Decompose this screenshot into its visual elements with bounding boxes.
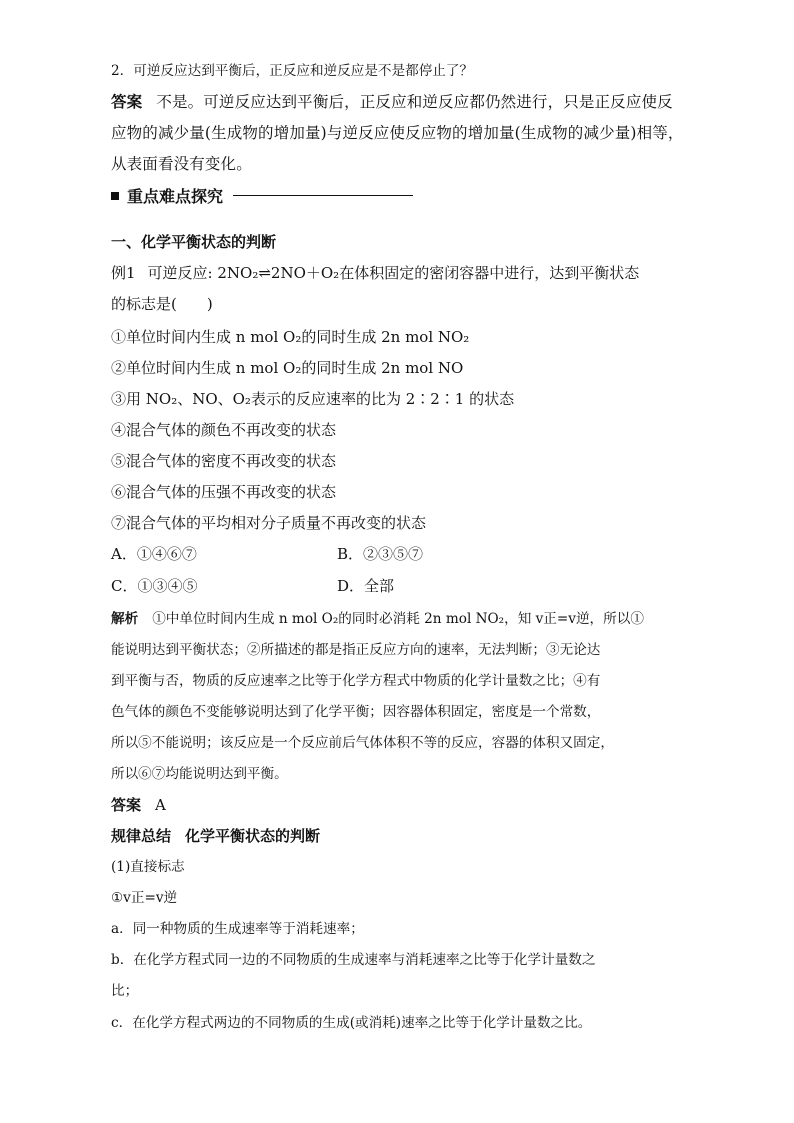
question-2: 2．可逆反应达到平衡后，正反应和逆反应是不是都停止了？ — [111, 63, 474, 79]
example-item-5: ⑤混合气体的密度不再改变的状态 — [111, 452, 337, 470]
summary-title: 化学平衡状态的判断 — [185, 827, 321, 845]
answer-2-label: 答案 — [111, 796, 142, 814]
summary-item1: ①v正=v逆 — [111, 890, 178, 906]
summary-label: 规律总结 — [111, 827, 172, 845]
square-bullet-icon — [111, 192, 119, 200]
analysis-line-1: 解析 ①中单位时间内生成 n mol O₂的同时必消耗 2n mol NO₂，知 v正=v逆，所以① — [111, 611, 644, 627]
heading-rule — [233, 195, 413, 196]
summary-c: c．在化学方程式两边的不同物质的生成(或消耗)速率之比等于化学计量数之比。 — [111, 1015, 592, 1031]
answer-2: 答案 A — [111, 796, 166, 814]
summary-b1: b．在化学方程式同一边的不同物质的生成速率与消耗速率之比等于化学计量数之 — [111, 952, 596, 968]
answer-line-3: 从表面看没有变化。 — [111, 155, 252, 173]
analysis-line-4: 色气体的颜色不变能够说明达到了化学平衡；因容器体积固定，密度是一个常数， — [111, 704, 601, 720]
option-d: D．全部 — [337, 577, 395, 595]
summary-sub1: (1)直接标志 — [111, 859, 185, 875]
example-item-3: ③用 NO₂、NO、O₂表示的反应速率的比为 2∶2∶1 的状态 — [111, 390, 515, 408]
summary-b2: 比； — [111, 983, 139, 999]
answer-line-2: 应物的减少量(生成物的增加量)与逆反应使反应物的增加量(生成物的减少量)相等， — [111, 124, 684, 142]
example-stem-2: 的标志是( ) — [111, 295, 213, 313]
section-heading — [111, 184, 413, 207]
answer-line-1: 答案 不是。可逆反应达到平衡后，正反应和逆反应都仍然进行，只是正反应使反 — [111, 93, 673, 111]
option-b: B．②③⑤⑦ — [337, 545, 424, 563]
answer-label: 答案 — [111, 93, 143, 111]
example-stem-1: 例1 可逆反应: 2NO₂⇌2NO＋O₂在体积固定的密闭容器中进行，达到平衡状态 — [111, 264, 640, 282]
analysis-line-3: 到平衡与否，物质的反应速率之比等于化学方程式中物质的化学计量数之比；④有 — [111, 673, 601, 689]
example-item-6: ⑥混合气体的压强不再改变的状态 — [111, 483, 337, 501]
example-item-4: ④混合气体的颜色不再改变的状态 — [111, 421, 337, 439]
analysis-line-5: 所以⑤不能说明；该反应是一个反应前后气体体积不等的反应，容器的体积又固定， — [111, 735, 614, 751]
part1-title: 一、化学平衡状态的判断 — [111, 233, 277, 251]
summary-a: a．同一种物质的生成速率等于消耗速率； — [111, 921, 364, 937]
option-c: C．①③④⑤ — [111, 577, 198, 595]
example-item-2: ②单位时间内生成 n mol O₂的同时生成 2n mol NO — [111, 359, 464, 377]
analysis-line-6: 所以⑥⑦均能说明达到平衡。 — [111, 766, 288, 782]
section-title: 重点难点探究 — [127, 187, 224, 206]
example-item-7: ⑦混合气体的平均相对分子质量不再改变的状态 — [111, 514, 427, 532]
analysis-label: 解析 — [111, 611, 139, 627]
example-item-1: ①单位时间内生成 n mol O₂的同时生成 2n mol NO₂ — [111, 328, 470, 346]
summary-heading — [111, 825, 320, 847]
example-label: 例1 — [111, 264, 136, 282]
analysis-line-2: 能说明达到平衡状态；②所描述的都是指正反应方向的速率，无法判断；③无论达 — [111, 642, 601, 658]
option-a: A．①④⑥⑦ — [111, 545, 197, 563]
